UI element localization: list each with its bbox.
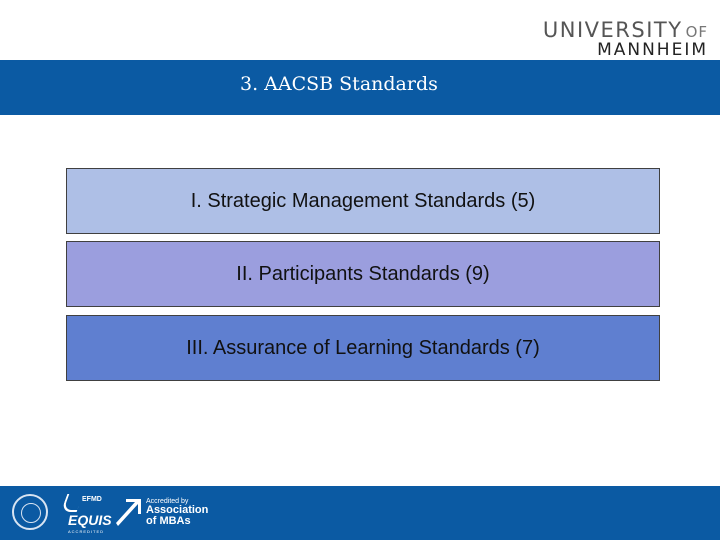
header-band — [0, 60, 720, 115]
equis-sub-text: ACCREDITED — [68, 529, 105, 534]
standard-box-strategic-management — [66, 168, 660, 234]
standard-label: I. Strategic Management Standards (5) — [190, 189, 536, 212]
amba-line3: of MBAs — [146, 515, 191, 527]
standard-label: III. Assurance of Learning Standards (7) — [186, 336, 540, 359]
amba-arrow-icon — [116, 498, 142, 528]
amba-line1: Accredited by — [146, 498, 189, 505]
standard-label: II. Participants Standards (9) — [236, 262, 490, 285]
standard-box-assurance-of-learning — [66, 315, 660, 381]
equis-brand-text: EQUIS — [68, 512, 112, 528]
amba-line2: Association — [146, 504, 209, 516]
equis-org-text: EFMD — [82, 496, 102, 503]
university-logo — [543, 20, 708, 59]
standard-box-participants — [66, 241, 660, 307]
university-seal-icon — [12, 494, 48, 530]
slide-title: 3. AACSB Standards — [240, 73, 438, 95]
logo-university-text: UNIVERSITY — [542, 18, 683, 42]
logo-name-text: MANNHEIM — [597, 40, 708, 60]
footer-band — [0, 486, 720, 540]
logo-of-text: OF — [685, 23, 708, 41]
equis-swoosh-icon — [61, 494, 84, 512]
